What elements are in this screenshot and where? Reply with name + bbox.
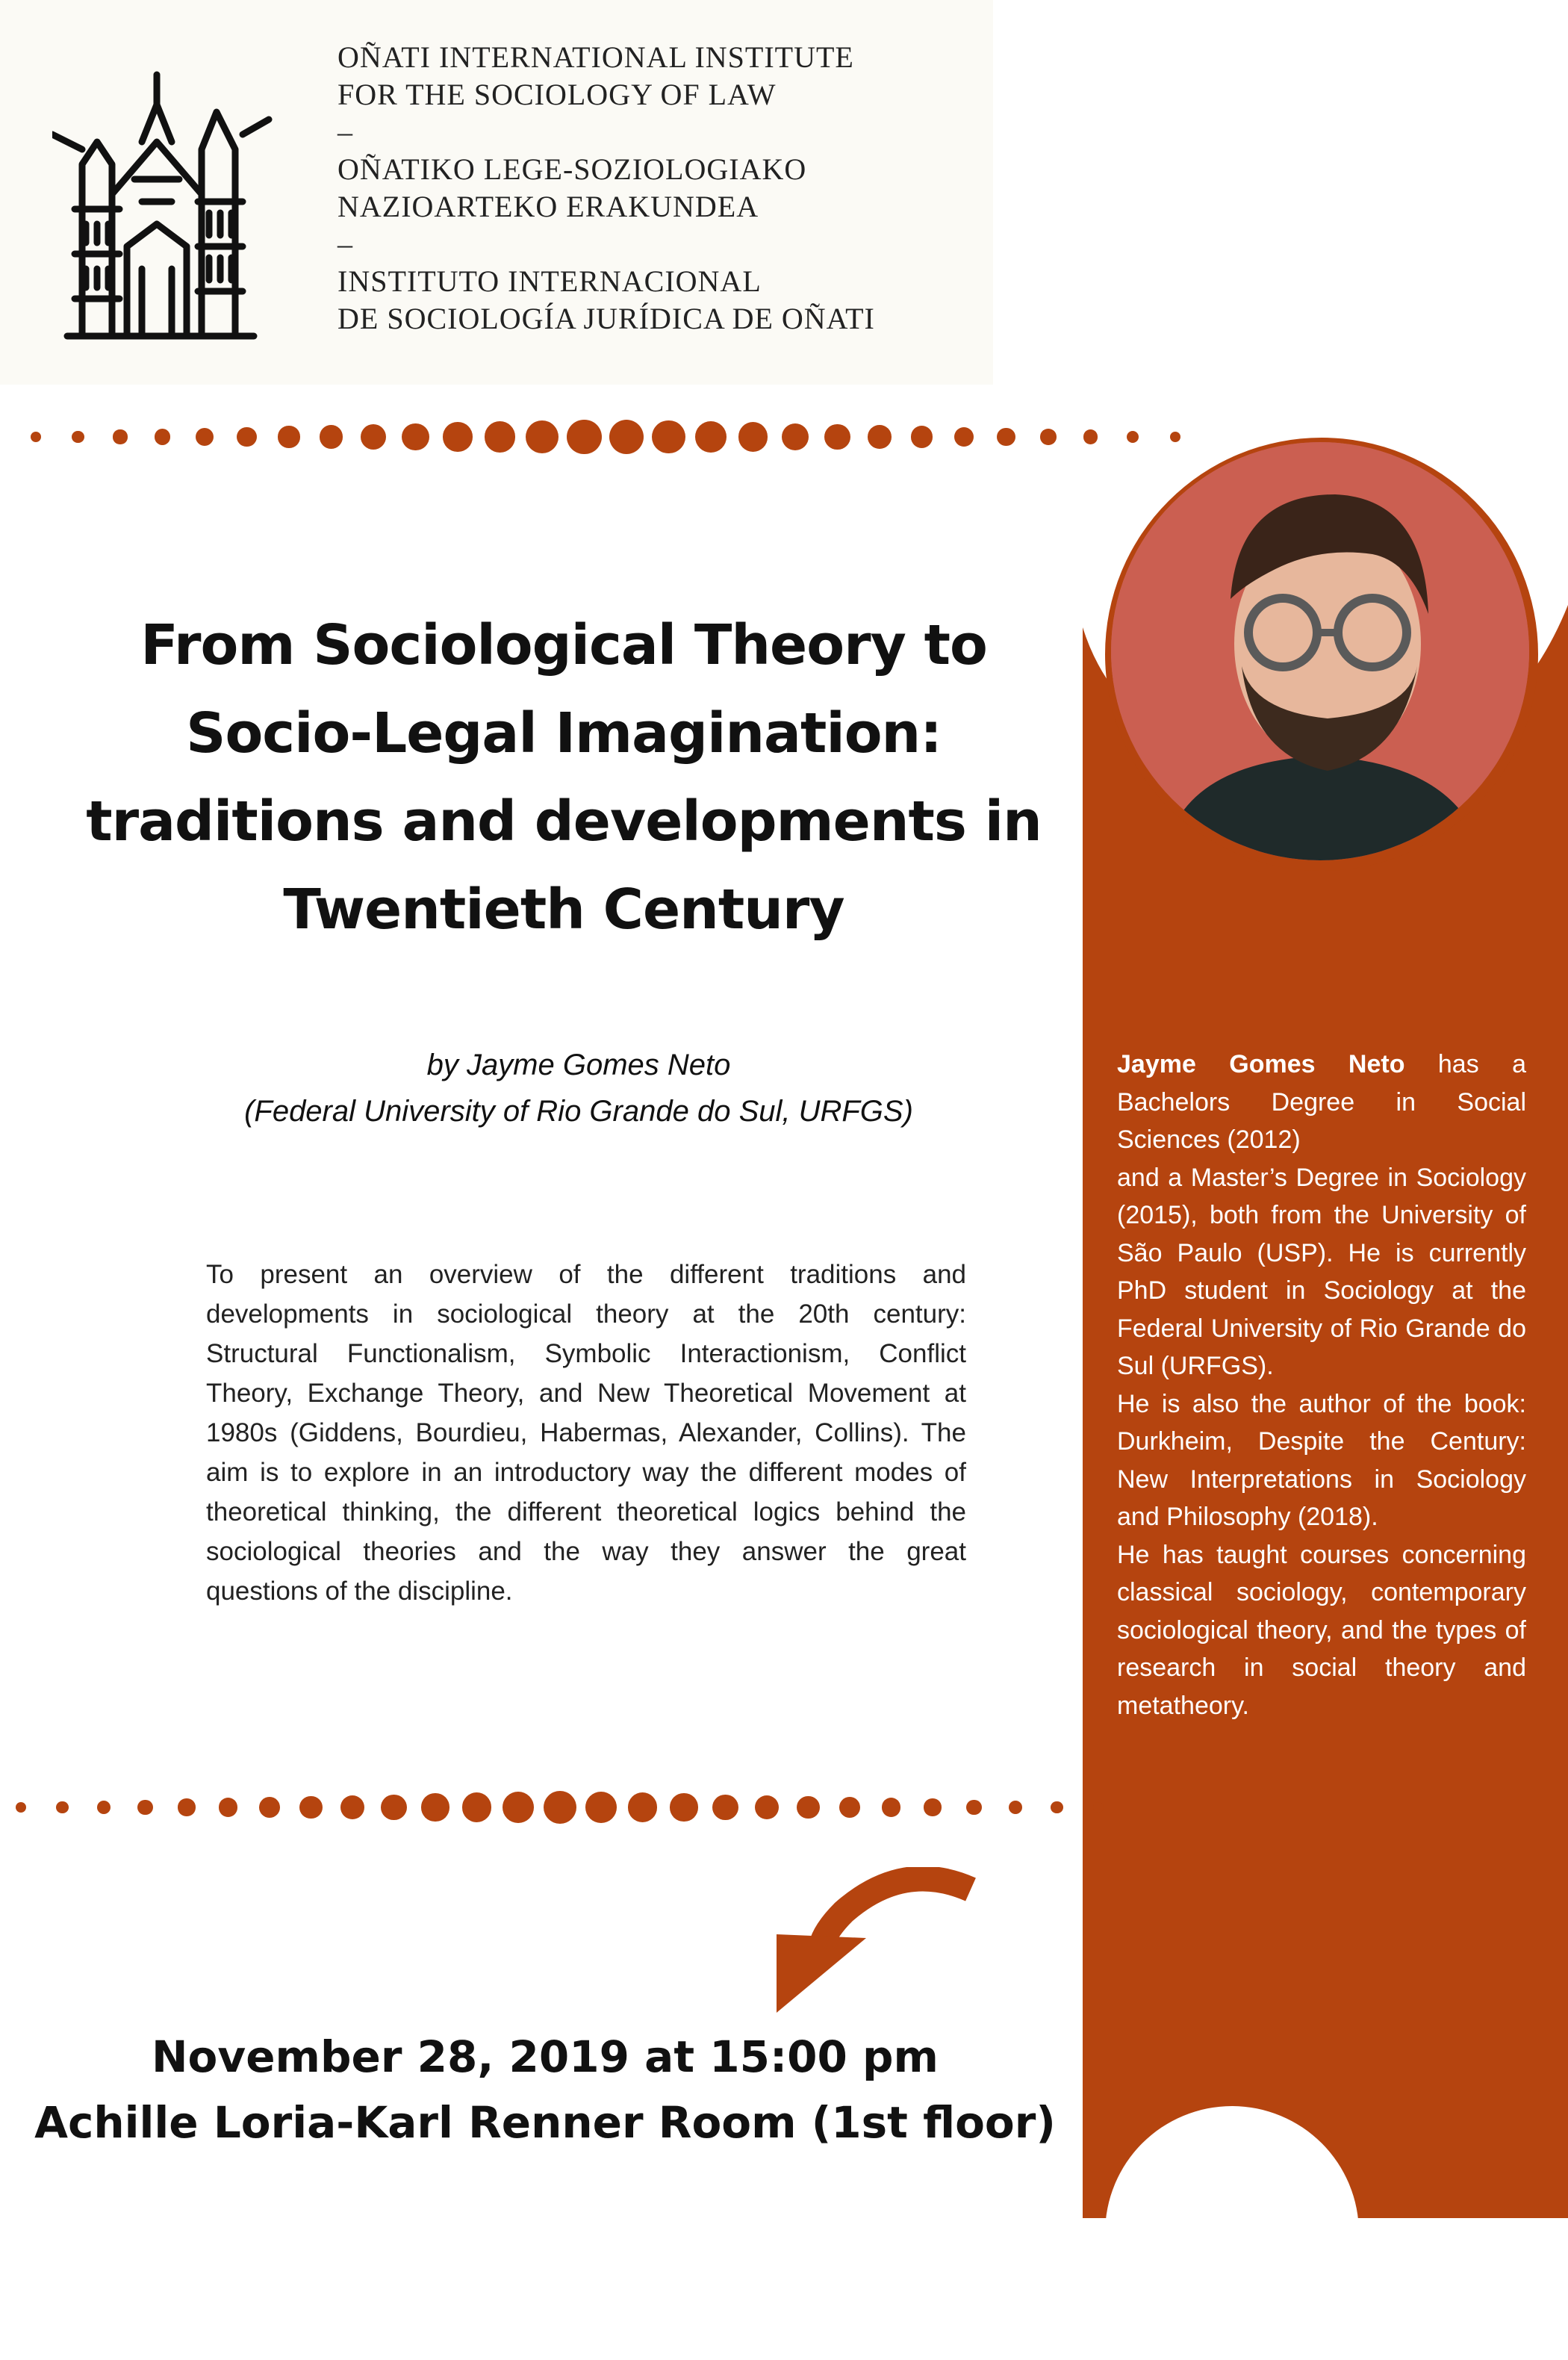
institute-name-en-1: OÑATI INTERNATIONAL INSTITUTE: [337, 40, 854, 74]
divider-dot: [72, 431, 84, 444]
institute-separator: –: [337, 115, 353, 149]
dotted-divider-top: [0, 403, 1165, 471]
institute-name-es-1: INSTITUTO INTERNACIONAL: [337, 264, 762, 298]
divider-dot: [997, 428, 1015, 446]
divider-dot: [299, 1796, 322, 1819]
divider-dot: [381, 1795, 407, 1821]
divider-dot: [755, 1795, 779, 1819]
title-line: Socio-Legal Imagination:: [186, 701, 942, 766]
divider-dot: [196, 428, 214, 446]
dotted-divider-bottom: [0, 1774, 1090, 1841]
divider-dot: [16, 1802, 26, 1813]
speaker-bio: [1117, 1046, 1526, 1724]
divider-dot: [361, 424, 386, 450]
bio-paragraph: [1117, 1046, 1526, 1159]
divider-dot: [1051, 1801, 1063, 1813]
divider-dot: [712, 1795, 738, 1821]
divider-dot: [1083, 429, 1098, 444]
institute-name-eu-1: OÑATIKO LEGE-SOZIOLOGIAKO: [337, 152, 807, 186]
divider-dot: [421, 1793, 449, 1821]
institute-names: [337, 39, 980, 338]
divider-dot: [868, 425, 892, 449]
divider-dot: [1040, 429, 1057, 445]
divider-dot: [259, 1797, 280, 1818]
speaker-portrait-icon: [1111, 442, 1529, 860]
divider-dot: [797, 1796, 819, 1819]
bio-paragraph: and a Master’s Degree in Sociology (2015), both from the University of São Paulo (USP). He is currently PhD student in Sociology at the Federal University of Rio Grande do Sul (URFGS).: [1117, 1163, 1526, 1380]
divider-dot: [155, 429, 171, 445]
panel-corner-cutout: [1105, 2106, 1359, 2360]
divider-dot: [882, 1798, 901, 1817]
divider-dot: [695, 421, 727, 453]
divider-dot: [237, 427, 257, 447]
divider-dot: [924, 1798, 941, 1816]
divider-dot: [628, 1792, 657, 1822]
divider-dot: [954, 427, 974, 447]
divider-dot: [1170, 432, 1180, 442]
building-logo-icon: [52, 60, 276, 344]
speaker-photo: [1111, 442, 1529, 860]
divider-dot: [31, 432, 41, 442]
divider-dot: [1127, 431, 1139, 444]
divider-dot: [824, 424, 850, 450]
divider-dot: [1009, 1801, 1023, 1815]
divider-dot: [738, 422, 768, 451]
talk-title: [45, 601, 1083, 954]
talk-abstract: To present an overview of the different traditions and developments in sociological theory at the 20th century: Structural Functionalism, Symbolic Interactionism, Conflict Theory, Exchange Theory, and New Theoretical Movement at 1980s (Giddens, Bourdieu, Habermas, Alexander, Collins). The aim is to explore in an introductory way the different modes of theoretical thinking, the different theoretical logics behind the sociological theories and the way they answer the great questions of the discipline.: [206, 1260, 966, 1606]
divider-dot: [670, 1793, 697, 1821]
divider-dot: [219, 1798, 238, 1817]
divider-dot: [609, 420, 644, 455]
divider-dot: [137, 1800, 153, 1816]
divider-dot: [56, 1801, 68, 1813]
divider-dot: [113, 429, 127, 444]
bio-name: Jayme Gomes Neto: [1117, 1050, 1405, 1078]
divider-dot: [97, 1801, 111, 1815]
divider-dot: [485, 421, 516, 453]
speaker-byline: [112, 1042, 1045, 1134]
divider-dot: [966, 1800, 982, 1816]
divider-dot: [544, 1791, 576, 1824]
institute-separator: –: [337, 227, 353, 261]
divider-dot: [503, 1792, 534, 1823]
divider-dot: [1093, 1802, 1104, 1813]
divider-dot: [567, 420, 602, 455]
institute-name-en-2: FOR THE SOCIOLOGY OF LAW: [337, 78, 777, 111]
divider-dot: [178, 1798, 195, 1816]
institute-name-es-2: DE SOCIOLOGÍA JURÍDICA DE OÑATI: [337, 302, 875, 335]
event-room: Achille Loria-Karl Renner Room (1st floor): [34, 2097, 1056, 2148]
title-line: Twentieth Century: [283, 878, 844, 942]
title-line: traditions and developments in: [86, 789, 1042, 854]
event-info: [30, 2024, 1060, 2155]
speaker-name: by Jayme Gomes Neto: [426, 1049, 731, 1081]
divider-dot: [320, 425, 343, 449]
bio-paragraph: He is also the author of the book: Durkheim, Despite the Century: New Interpretations in Sociology and Philosophy (2018).: [1117, 1389, 1526, 1531]
divider-dot: [839, 1797, 860, 1818]
divider-dot: [340, 1795, 364, 1819]
header-banner: [0, 0, 993, 385]
title-line: From Sociological Theory to: [140, 613, 987, 677]
divider-dot: [526, 420, 559, 453]
curved-arrow-icon: [754, 1867, 993, 2024]
divider-dot: [782, 423, 809, 451]
divider-dot: [443, 422, 472, 451]
divider-dot: [585, 1792, 617, 1823]
institute-name-eu-2: NAZIOARTEKO ERAKUNDEA: [337, 190, 759, 223]
bio-paragraph: He has taught courses concerning classical sociology, contemporary sociological theory, and the types of research in social theory and metatheory.: [1117, 1540, 1526, 1720]
divider-dot: [402, 423, 429, 451]
bio-intro: has a Bachelors Degree in Social Sciences (2012): [1117, 1050, 1526, 1154]
divider-dot: [911, 426, 933, 447]
divider-dot: [462, 1792, 491, 1822]
speaker-affiliation: (Federal University of Rio Grande do Sul, URFGS): [244, 1095, 913, 1128]
divider-dot: [278, 426, 299, 447]
institute-logo: [52, 60, 276, 344]
event-date-time: November 28, 2019 at 15:00 pm: [152, 2031, 939, 2082]
divider-dot: [652, 420, 685, 453]
